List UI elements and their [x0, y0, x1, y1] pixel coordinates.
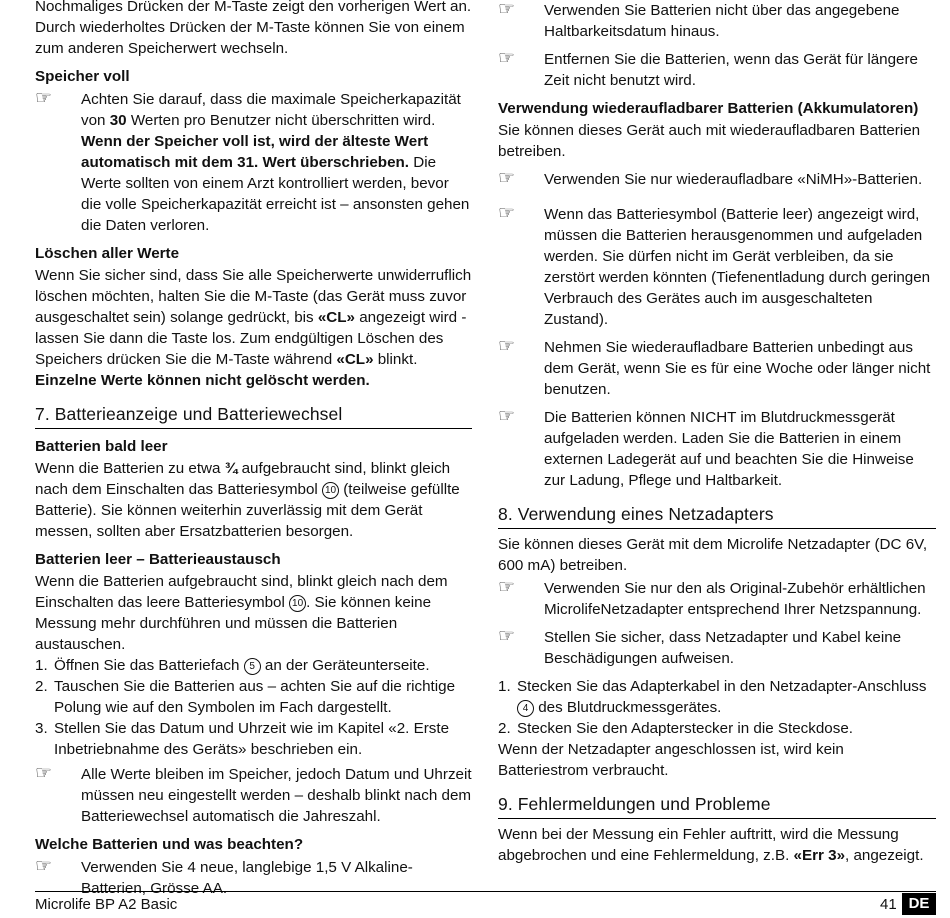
pointing-hand-icon: ☞: [498, 168, 516, 189]
pointing-hand-icon: ☞: [35, 856, 53, 877]
pointing-hand-icon: ☞: [498, 48, 516, 69]
section-heading-7: 7. Batterieanzeige und Batteriewechsel: [35, 403, 472, 429]
reference-number-badge: 10: [289, 595, 306, 612]
footer-product-name: Microlife BP A2 Basic: [35, 896, 178, 913]
numbered-list: [498, 676, 936, 739]
paragraph: Wenn der Netzadapter angeschlossen ist, wird kein Batteriestrom verbraucht.: [498, 741, 844, 779]
subheading-welche-batterien: Welche Batterien und was beachten?: [35, 836, 304, 853]
paragraph: Sie können dieses Gerät mit dem Microlife Netzadapter (DC 6V, 600 mA) betreiben.: [498, 536, 928, 574]
note: ☞ Die Batterien können NICHT im Blutdruckmessgerät aufgeladen werden. Laden Sie die Batterien in einem externen Ladegerät auf und beachten Sie die Hinweise zur Ladung, Pflege und Haltbarkeit.: [498, 406, 914, 489]
pointing-hand-icon: ☞: [498, 203, 516, 224]
list-item: 2. Stecken Sie den Adapterstecker in die Steckdose.: [498, 720, 854, 737]
note: ☞ Verwenden Sie 4 neue, langlebige 1,5 V Alkaline-Batterien, Grösse AA.: [35, 856, 413, 897]
subheading-batterien-bald-leer: Batterien bald leer: [35, 438, 168, 455]
paragraph: Wenn Sie sicher sind, dass Sie alle Speicherwerte unwiderruflich löschen möchten, halten Sie die M-Taste (das Gerät muss zuvor ausgeschaltet sein) solange gedrückt, bis «CL» angezeigt wird - lassen Sie dann die Taste los. Zum endgültigen Löschen des Speichers drücken Sie die M-Taste während «CL» blinkt. Einzelne Werte können nicht gelöscht werden.: [35, 267, 472, 389]
pointing-hand-icon: ☞: [498, 406, 516, 427]
paragraph: Wenn die Batterien zu etwa ¾ aufgebraucht sind, blinkt gleich nach dem Einschalten das Batteriesymbol 10 (teilweise gefüllte Batterie). Sie können weiterhin zuverlässig mit dem Gerät messen, sollten aber Ersatzbatterien besorgen.: [35, 460, 460, 540]
section-heading-9: 9. Fehlermeldungen und Probleme: [498, 793, 936, 819]
section-heading-8: 8. Verwendung eines Netzadapters: [498, 503, 936, 529]
list-item: 2. Tauschen Sie die Batterien aus – achten Sie auf die richtige Polung wie auf den Symbolen im Fach dargestellt.: [35, 678, 456, 716]
reference-number-badge: 5: [244, 658, 261, 675]
list-item: 1. Stecken Sie das Adapterkabel in den Netzadapter-Anschluss 4 des Blutdruckmessgerätes.: [498, 678, 927, 716]
numbered-list: [35, 655, 472, 760]
note: ☞ Wenn das Batteriesymbol (Batterie leer) angezeigt wird, müssen die Batterien herausgenommen und aufgeladen werden. Sie dürfen nicht im Gerät verbleiben, da sie zerstört werden könnten (Tiefenentladung durch geringen Verbrauch des Gerätes auch im ausgeschalteten Zustand).: [498, 203, 931, 328]
note: ☞ Stellen Sie sicher, dass Netzadapter und Kabel keine Beschädigungen aufweisen.: [498, 626, 902, 667]
subheading-akku: Verwendung wiederaufladbarer Batterien (Akkumulatoren): [498, 100, 919, 117]
paragraph: Nochmaliges Drücken der M-Taste zeigt den vorherigen Wert an. Durch wiederholtes Drücken der M-Taste können Sie von einem zum anderen Speicherwert wechseln.: [35, 0, 472, 57]
note: ☞ Verwenden Sie nur den als Original-Zubehör erhältlichen MicrolifeNetzadapter entsprechend Ihrer Netzspannung.: [498, 577, 926, 618]
right-column: [498, 0, 936, 873]
pointing-hand-icon: ☞: [498, 577, 516, 598]
pointing-hand-icon: ☞: [35, 88, 53, 109]
note: ☞ Verwenden Sie Batterien nicht über das angegebene Haltbarkeitsdatum hinaus.: [498, 0, 900, 40]
list-item: 1. Öffnen Sie das Batteriefach 5 an der Geräteunterseite.: [35, 657, 430, 674]
note: ☞ Entfernen Sie die Batterien, wenn das Gerät für längere Zeit nicht benutzt wird.: [498, 48, 919, 89]
paragraph: Sie können dieses Gerät auch mit wiederaufladbaren Batterien betreiben.: [498, 122, 921, 160]
note: ☞ Nehmen Sie wiederaufladbare Batterien unbedingt aus dem Gerät, wenn Sie es für eine Woche oder länger nicht benutzen.: [498, 336, 931, 398]
note: ☞ Verwenden Sie nur wiederaufladbare «NiMH»-Batterien.: [498, 168, 923, 189]
reference-number-badge: 4: [517, 700, 534, 717]
pointing-hand-icon: ☞: [498, 626, 516, 647]
paragraph: Wenn die Batterien aufgebraucht sind, blinkt gleich nach dem Einschalten das leere Batteriesymbol 10 . Sie können keine Messung mehr durchführen und müssen die Batterien austauschen.: [35, 573, 448, 653]
note: ☞ Achten Sie darauf, dass die maximale Speicherkapazität von 30 Werten pro Benutzer nicht überschritten wird. Wenn der Speicher voll ist, wird der älteste Wert automatisch mit dem 31. Wert überschrieben. Die Werte sollten von einem Arzt kontrolliert werden, bevor die volle Speicherkapazität erreicht ist – ansonsten gehen die Daten verloren.: [35, 88, 470, 234]
pointing-hand-icon: ☞: [35, 763, 53, 784]
reference-number-badge: 10: [322, 482, 339, 499]
subheading-loeschen: Löschen aller Werte: [35, 245, 180, 262]
footer-divider: [35, 891, 936, 892]
left-column: [35, 0, 472, 906]
subheading-batterien-leer: Batterien leer – Batterieaustausch: [35, 551, 281, 568]
list-item: 3. Stellen Sie das Datum und Uhrzeit wie im Kapitel «2. Erste Inbetriebnahme des Geräts» beschrieben ein.: [35, 720, 450, 758]
pointing-hand-icon: ☞: [498, 336, 516, 357]
paragraph: Wenn bei der Messung ein Fehler auftritt, wird die Messung abgebrochen und eine Fehlermeldung, z.B. «Err 3», angezeigt.: [498, 826, 924, 864]
language-badge: DE: [902, 893, 936, 915]
pointing-hand-icon: ☞: [498, 0, 516, 20]
subheading-speicher-voll: Speicher voll: [35, 68, 130, 85]
note: ☞ Alle Werte bleiben im Speicher, jedoch Datum und Uhrzeit müssen neu eingestellt werden – deshalb blinkt nach dem Batteriewechsel automatisch die Jahreszahl.: [35, 763, 472, 825]
page-number: 41: [880, 896, 897, 913]
